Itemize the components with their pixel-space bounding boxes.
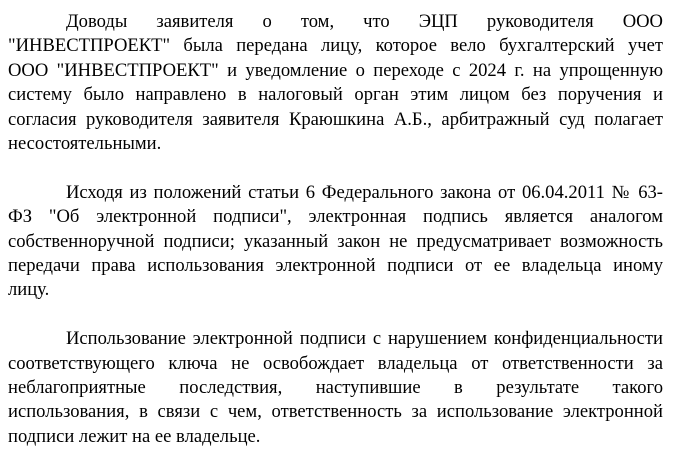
text-line: подписи лежит на ее владельце. [8, 425, 261, 447]
text-line: лицу. [8, 279, 50, 301]
text-line: Использование электронной подписи с нарушением конфиденциальности [66, 328, 663, 350]
paragraph-federal-law [8, 181, 663, 303]
text-line: Исходя из положений статьи 6 Федерального закона от 06.04.2011 № 63- [66, 181, 663, 203]
text-line: ФЗ "Об электронной подписи", электронная подпись является аналогом [8, 206, 663, 228]
text-line: систему было направлено в налоговый орган этим лицом без поручения и [8, 84, 663, 106]
text-line: использования, в связи с чем, ответственность за использование электронной [8, 401, 663, 423]
text-line: несостоятельными. [8, 133, 162, 155]
text-line: ООО "ИНВЕСТПРОЕКТ" и уведомление о переходе с 2024 г. на упрощенную [8, 59, 663, 81]
document-body [8, 10, 663, 449]
text-line: "ИНВЕСТПРОЕКТ" была передана лицу, которое вело бухгалтерский учет [8, 35, 663, 57]
text-line: собственноручной подписи; указанный закон не предусматривает возможность [8, 230, 663, 252]
text-line: соответствующего ключа не освобождает владельца от ответственности за [8, 352, 663, 374]
text-line: Доводы заявителя о том, что ЭЦП руководителя ООО [66, 11, 663, 32]
text-line: передачи права использования электронной подписи от ее владельца иному [8, 255, 663, 277]
paragraph-signature-responsibility [8, 327, 663, 449]
paragraph-applicant-arguments [8, 10, 663, 156]
text-line: согласия руководителя заявителя Краюшкина А.Б., арбитражный суд полагает [8, 108, 663, 130]
text-line: неблагоприятные последствия, наступившие в результате такого [8, 377, 663, 399]
